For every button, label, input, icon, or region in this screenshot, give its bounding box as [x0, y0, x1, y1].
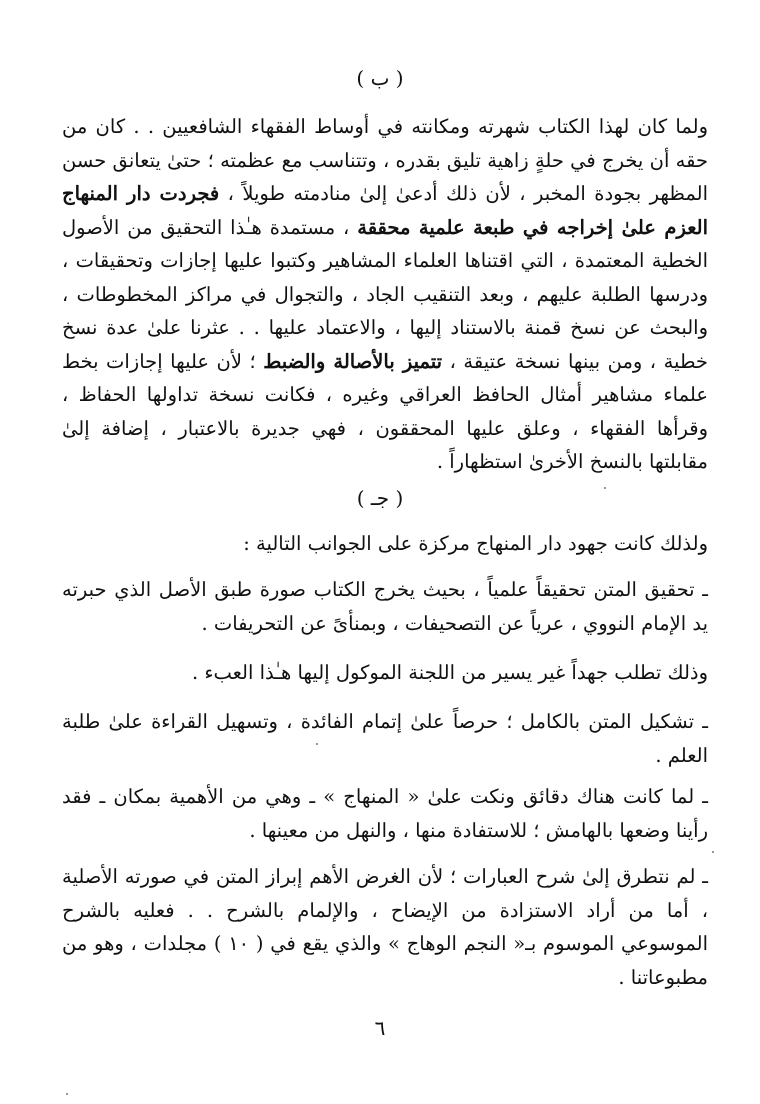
- paragraph-intro: [62, 110, 708, 479]
- section-heading-j: ( جـ ): [356, 486, 404, 510]
- paragraph-intro-bold-a: فجردت دار المنهاج العزم علىٰ إخراجه في طبعة علمية محققة: [62, 182, 708, 239]
- section-heading-b: ( ب ): [356, 66, 404, 90]
- scan-speck: [316, 743, 318, 745]
- page-number: ٦: [374, 1016, 386, 1040]
- paragraph-efforts-intro: ولذلك كانت جهود دار المنهاج مركزة على الجوانب التالية :: [243, 532, 708, 555]
- scan-speck: [66, 1093, 68, 1095]
- paragraph-intro-bold-b: تتميز بالأصالة والضبط: [263, 349, 443, 373]
- paragraph-intro-part-c: ، مستمدة هـٰذا التحقيق من الأصول الخطية المعتمدة ، التي اقتناها العلماء المشاهير وكتبوا عليها إجازات وتحقيقات ، ودرسها الطلبة عليهم ، وبعد التنقيب الجاد ، والتجوال في مراكز المخطوطات ، والبحث عن نسخ قمنة بالاستناد إليها ، والاعتماد عليها . . عثرنا علىٰ عدة نسخ خطية ، ومن بينها نسخة عتيقة ،: [62, 215, 708, 373]
- paragraph-text-verification: ـ تحقيق المتن تحقيقاً علمياً ، بحيث يخرج الكتاب صورة طبق الأصل الذي حبرته يد الإمام النووي ، عرياً عن التصحيفات ، وبمنأىً عن التحريفات .: [62, 578, 708, 635]
- paragraph-footnotes: ـ لما كانت هناك دقائق ونكت علىٰ « المنهاج » ـ وهي من الأهمية بمكان ـ فقد رأينا وضعها بالهامش ؛ للاستفادة منها ، والنهل من معينها .: [62, 785, 708, 842]
- paragraph-commentary: ـ لم نتطرق إلىٰ شرح العبارات ؛ لأن الغرض الأهم إبراز المتن في صورته الأصلية ، أما من أراد الاستزادة من الإيضاح ، والإلمام بالشرح . . فعليه بالشرح الموسوعي الموسوم بـ« النجم الوهاج » والذي يقع في ( ١٠ ) مجلدات ، وهو من مطبوعاتنا .: [62, 865, 708, 989]
- paragraph-intro-part-a: ولما كان لهذا الكتاب شهرته ومكانته في أوساط الفقهاء الشافعيين . . كان من حقه أن يخرج في حلةٍ زاهية تليق بقدره ، وتتناسب مع عظمته ؛ حتىٰ يتعانق حسن المظهر بجودة المخبر ، لأن ذلك أدعىٰ إلىٰ منادمته طويلاً ،: [62, 115, 708, 205]
- paragraph-vocalization: ـ تشكيل المتن بالكامل ؛ حرصاً علىٰ إتمام الفائدة ، وتسهيل القراءة علىٰ طلبة العلم .: [62, 710, 708, 767]
- paragraph-effort-note: وذلك تطلب جهداً غير يسير من اللجنة الموكول إليها هـٰذا العبء .: [191, 661, 708, 684]
- paragraph-intro-part-e: ؛ لأن عليها إجازات بخط علماء مشاهير أمثال الحافظ العراقي وغيره ، فكانت نسخة تداولها الحفاظ ، وقرأها الفقهاء ، وعلق عليها المحققون ، فهي جديرة بالاعتبار ، إضافة إلىٰ مقابلتها بالنسخ الأخرىٰ استظهاراً .: [62, 349, 708, 473]
- scan-speck: [712, 851, 714, 853]
- scan-speck: [604, 487, 606, 489]
